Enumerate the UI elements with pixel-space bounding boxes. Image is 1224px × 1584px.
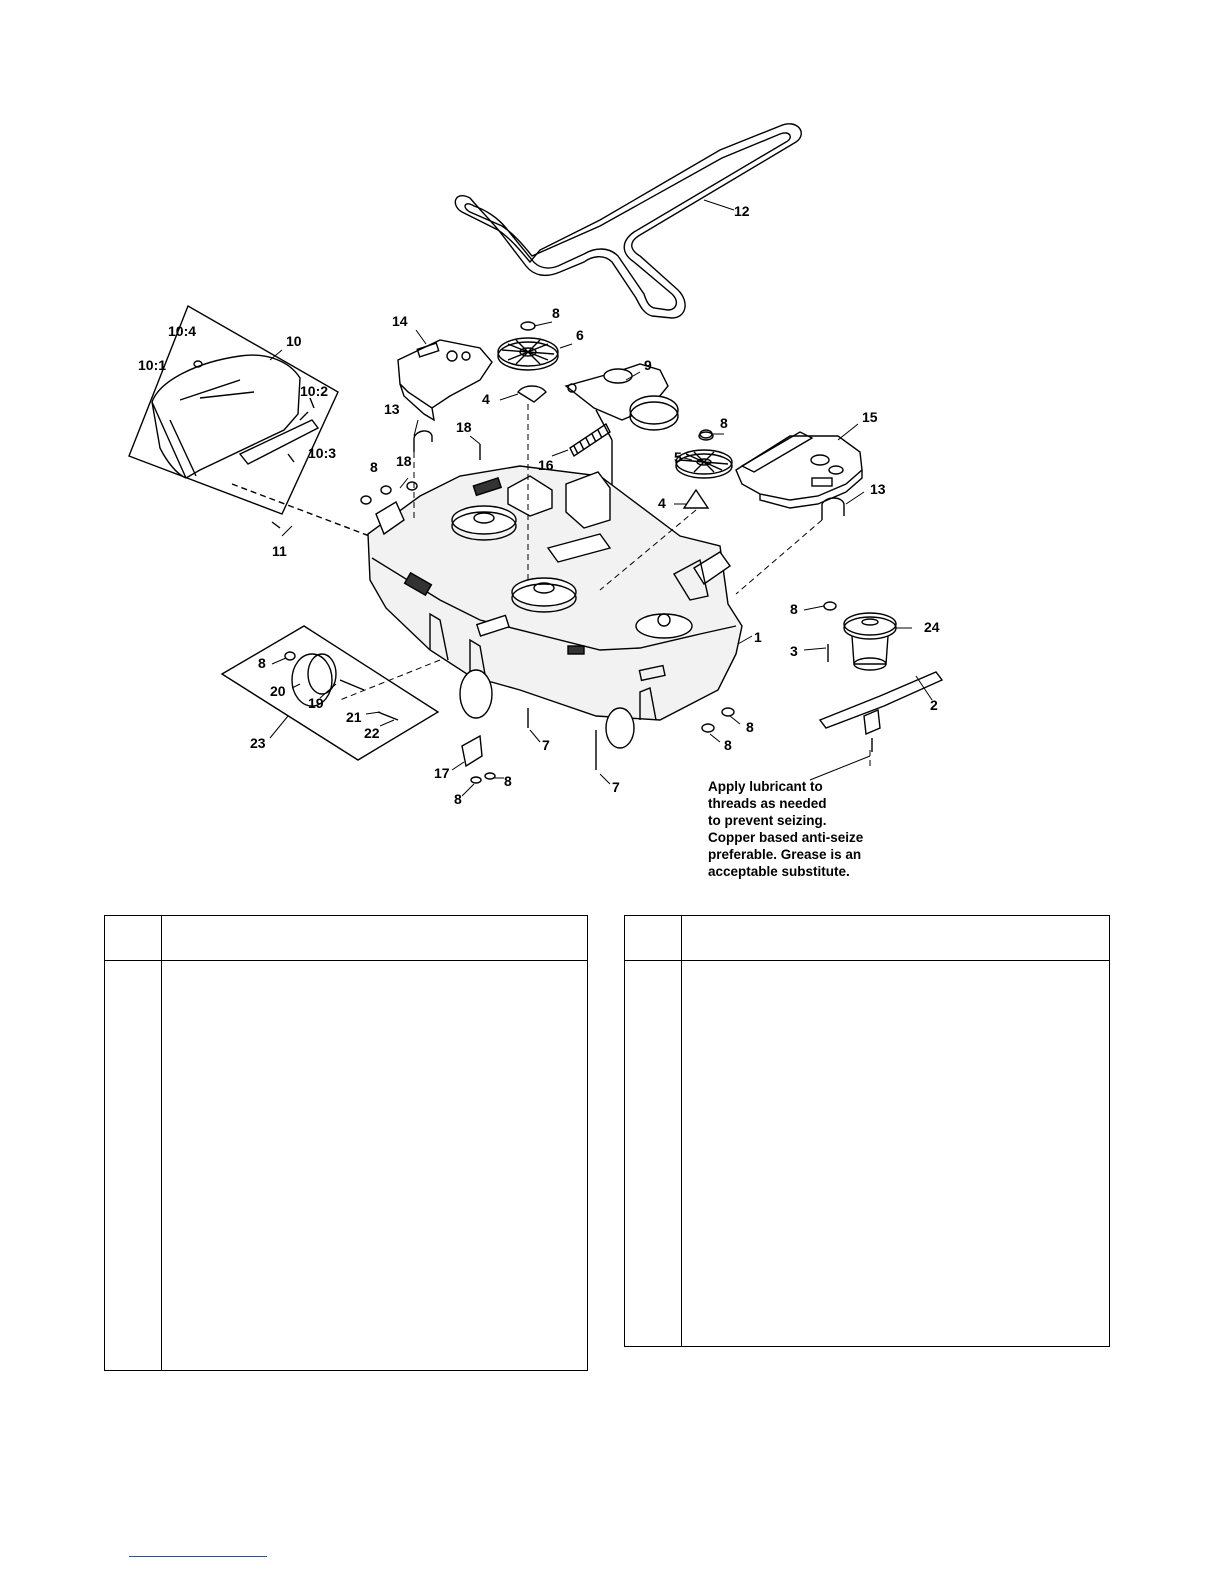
table-column-divider <box>161 916 162 1370</box>
note-line: to prevent seizing. <box>708 813 827 828</box>
note-line: Copper based anti-seize <box>708 830 864 845</box>
belt-cover-right <box>736 432 862 508</box>
callout-5: 5 <box>674 449 682 465</box>
callout-8: 8 <box>258 655 266 671</box>
callout-8: 8 <box>746 719 754 735</box>
callout-9: 9 <box>644 357 652 373</box>
callout-10-1: 10:1 <box>138 357 167 373</box>
callout-23: 23 <box>250 735 266 751</box>
callout-16: 16 <box>538 457 554 473</box>
note-line: threads as needed <box>708 796 827 811</box>
callout-8: 8 <box>370 459 378 475</box>
callout-18: 18 <box>396 453 412 469</box>
table-header <box>105 916 587 961</box>
deck-wheel-right <box>606 708 634 748</box>
drive-belt <box>455 124 801 318</box>
callout-18: 18 <box>456 419 472 435</box>
callout-4: 4 <box>658 495 666 511</box>
callout-17: 17 <box>434 765 450 781</box>
table-header <box>625 916 1109 961</box>
idler-pulley-5 <box>676 432 732 508</box>
callout-8: 8 <box>790 601 798 617</box>
callout-2: 2 <box>930 697 938 713</box>
callout-8: 8 <box>552 305 560 321</box>
callout-1: 1 <box>754 629 762 645</box>
callout-11: 11 <box>272 543 287 559</box>
mower-blade <box>820 672 942 752</box>
callout-13: 13 <box>384 401 400 417</box>
callout-13: 13 <box>870 481 886 497</box>
idler-pulley-6 <box>498 322 558 402</box>
tension-spring <box>570 424 610 456</box>
callout-20: 20 <box>270 683 286 699</box>
callout-15: 15 <box>862 409 878 425</box>
lubricant-note <box>708 778 908 880</box>
callout-8: 8 <box>724 737 732 753</box>
callout-7: 7 <box>612 779 620 795</box>
parts-table-left <box>104 915 588 1371</box>
callout-10: 10 <box>286 333 302 349</box>
note-line: Apply lubricant to <box>708 779 823 794</box>
callout-19: 19 <box>308 695 324 711</box>
callout-12: 12 <box>734 203 750 219</box>
callout-24: 24 <box>924 619 940 635</box>
note-line: acceptable substitute. <box>708 864 850 879</box>
discharge-chute-group <box>129 306 380 540</box>
callout-3: 3 <box>790 643 798 659</box>
idler-arm-assembly <box>566 364 678 490</box>
callout-14: 14 <box>392 313 408 329</box>
callout-8: 8 <box>504 773 512 789</box>
callout-10-4: 10:4 <box>168 323 197 339</box>
note-line: preferable. Grease is an <box>708 847 862 862</box>
callout-4: 4 <box>482 391 490 407</box>
callout-6: 6 <box>576 327 584 343</box>
table-column-divider <box>681 916 682 1346</box>
parts-table-right <box>624 915 1110 1347</box>
anti-scalp-bracket <box>462 736 482 766</box>
j-bolt-left <box>414 431 432 452</box>
footer-link-underline[interactable] <box>129 1556 267 1557</box>
callout-7: 7 <box>542 737 550 753</box>
callout-21: 21 <box>346 709 362 725</box>
callout-8: 8 <box>454 791 462 807</box>
spindle-assembly <box>824 602 896 670</box>
callout-22: 22 <box>364 725 380 741</box>
callout-10-3: 10:3 <box>308 445 337 461</box>
callout-8: 8 <box>720 415 728 431</box>
deck-wheel-left <box>460 670 492 718</box>
belt-cover-left <box>398 340 492 420</box>
callout-10-2: 10:2 <box>300 383 329 399</box>
